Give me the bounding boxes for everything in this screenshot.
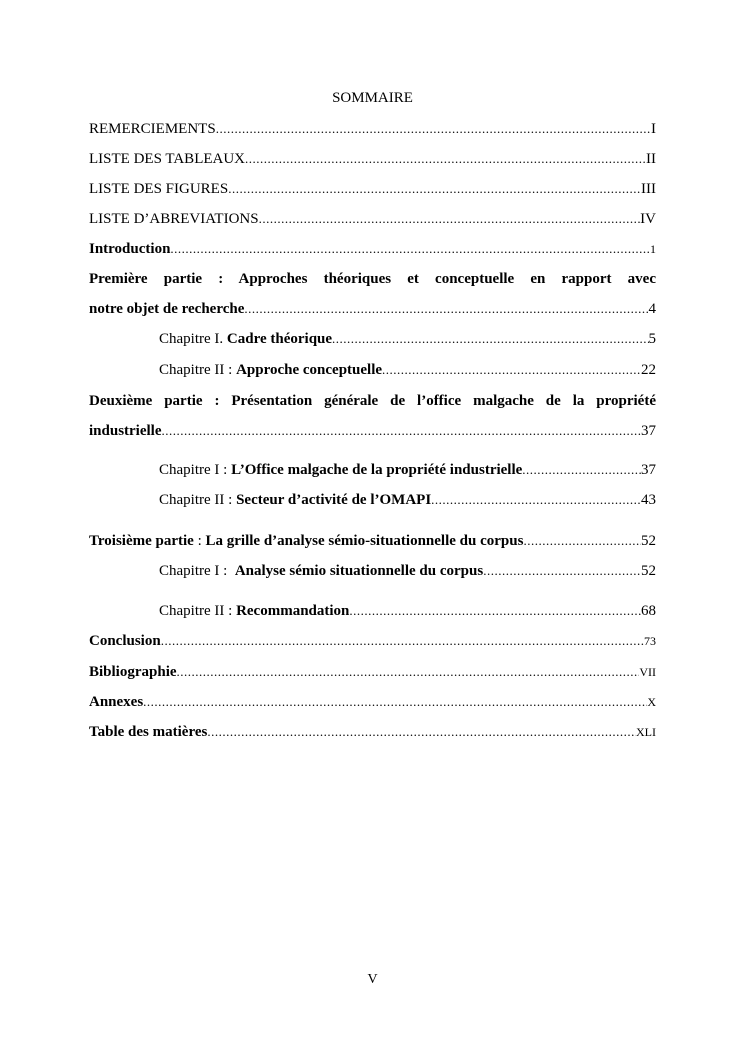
toc-entry-partie1-line1[interactable]: Première partie : Approches théoriques et conceptuelle en rapport avec [89,271,656,287]
toc-leader [161,631,644,651]
toc-leader [522,460,641,480]
toc-leader [523,531,641,551]
toc-chapter-prefix: Chapitre II : [159,603,233,619]
toc-entry-partie1[interactable] [89,299,656,319]
toc-chapter-prefix: Chapitre I : [159,462,228,478]
toc-entry-p3-chap2[interactable] [159,601,656,621]
toc-entry-remerciements[interactable] [89,119,656,139]
toc-page: XLI [636,725,656,739]
toc-entry-partie2[interactable] [89,421,656,441]
toc-page: VII [639,665,656,679]
toc-page: 43 [641,492,656,508]
toc-entry-partie2-line1[interactable]: Deuxième partie : Présentation générale de l’office malgache de la propriété [89,393,656,409]
toc-page: 73 [644,634,656,648]
toc-entry-liste-tableaux[interactable] [89,149,656,169]
toc-leader [244,299,648,319]
toc-label: notre objet de recherche [89,301,245,317]
toc-entry-p3-chap1[interactable] [159,561,656,581]
toc-page: IV [640,211,656,227]
toc-chapter-prefix: Chapitre I. [159,331,224,347]
toc-leader [483,561,641,581]
toc-entry-bibliographie[interactable] [89,662,656,682]
toc-entry-conclusion[interactable] [89,631,656,651]
toc-leader [349,601,641,621]
toc-entry-p1-chap1[interactable] [159,329,656,349]
toc-page: III [641,181,656,197]
toc-label: Cadre théorique [226,331,333,347]
toc-page: 68 [641,603,656,619]
toc-leader [382,360,641,380]
toc-entry-p2-chap1[interactable] [159,460,656,480]
toc-label: L’Office malgache de la propriété industrielle [231,462,523,478]
toc-chapter-prefix: Chapitre II : [159,362,233,378]
toc-page: 37 [641,423,656,439]
toc-page: II [646,151,656,167]
toc-leader [332,329,648,349]
toc-leader [177,662,640,682]
toc-label: LISTE DES FIGURES [89,181,229,197]
toc-leader [259,209,641,229]
toc-label: industrielle [89,423,162,439]
toc-page: 1 [650,242,656,256]
toc-page: I [651,121,656,137]
toc-leader [162,421,641,441]
toc-entry-table-matieres[interactable] [89,722,656,742]
toc-page: X [647,695,656,709]
toc-label: Troisième partie [89,533,194,549]
toc-label: REMERCIEMENTS [89,121,216,137]
toc-page: 52 [641,533,656,549]
toc-label: Table des matières [89,724,208,740]
toc-label: Secteur d’activité de l’OMAPI [236,492,432,508]
toc-page: 22 [641,362,656,378]
toc-entry-liste-figures[interactable] [89,179,656,199]
toc-chapter-prefix: Chapitre II : [159,492,233,508]
toc-entry-introduction[interactable] [89,239,656,259]
toc-label: LISTE DES TABLEAUX [89,151,246,167]
toc-label: Recommandation [236,603,350,619]
toc-label: Analyse sémio situationnelle du corpus [234,563,484,579]
toc-entry-p1-chap2[interactable] [159,360,656,380]
toc-leader [228,179,641,199]
toc-entry-partie3[interactable] [89,531,656,551]
toc-page: 4 [648,301,656,317]
toc-page: 37 [641,462,656,478]
page-title: SOMMAIRE [332,90,413,106]
toc-leader [143,692,647,712]
toc-label: LISTE D’ABREVIATIONS [89,211,259,227]
toc-leader [207,722,636,742]
toc-entry-annexes[interactable] [89,692,656,712]
toc-separator: : [193,533,206,549]
toc-label-secondary: La grille d’analyse sémio-situationnelle du corpus [205,533,524,549]
toc-page: 5 [648,331,656,347]
toc-label: Annexes [89,694,144,710]
toc-entry-p2-chap2[interactable] [159,490,656,510]
toc-page: 52 [641,563,656,579]
toc-entry-liste-abreviations[interactable] [89,209,656,229]
toc-leader [245,149,646,169]
toc-leader [170,239,650,259]
toc-label: Conclusion [89,633,161,649]
page-number: V [367,972,378,987]
toc-leader [431,490,641,510]
toc-leader [216,119,651,139]
toc-chapter-prefix: Chapitre I : [159,563,228,579]
toc-label: Approche conceptuelle [236,362,383,378]
toc-label: Introduction [89,241,171,257]
toc-label: Bibliographie [89,664,177,680]
